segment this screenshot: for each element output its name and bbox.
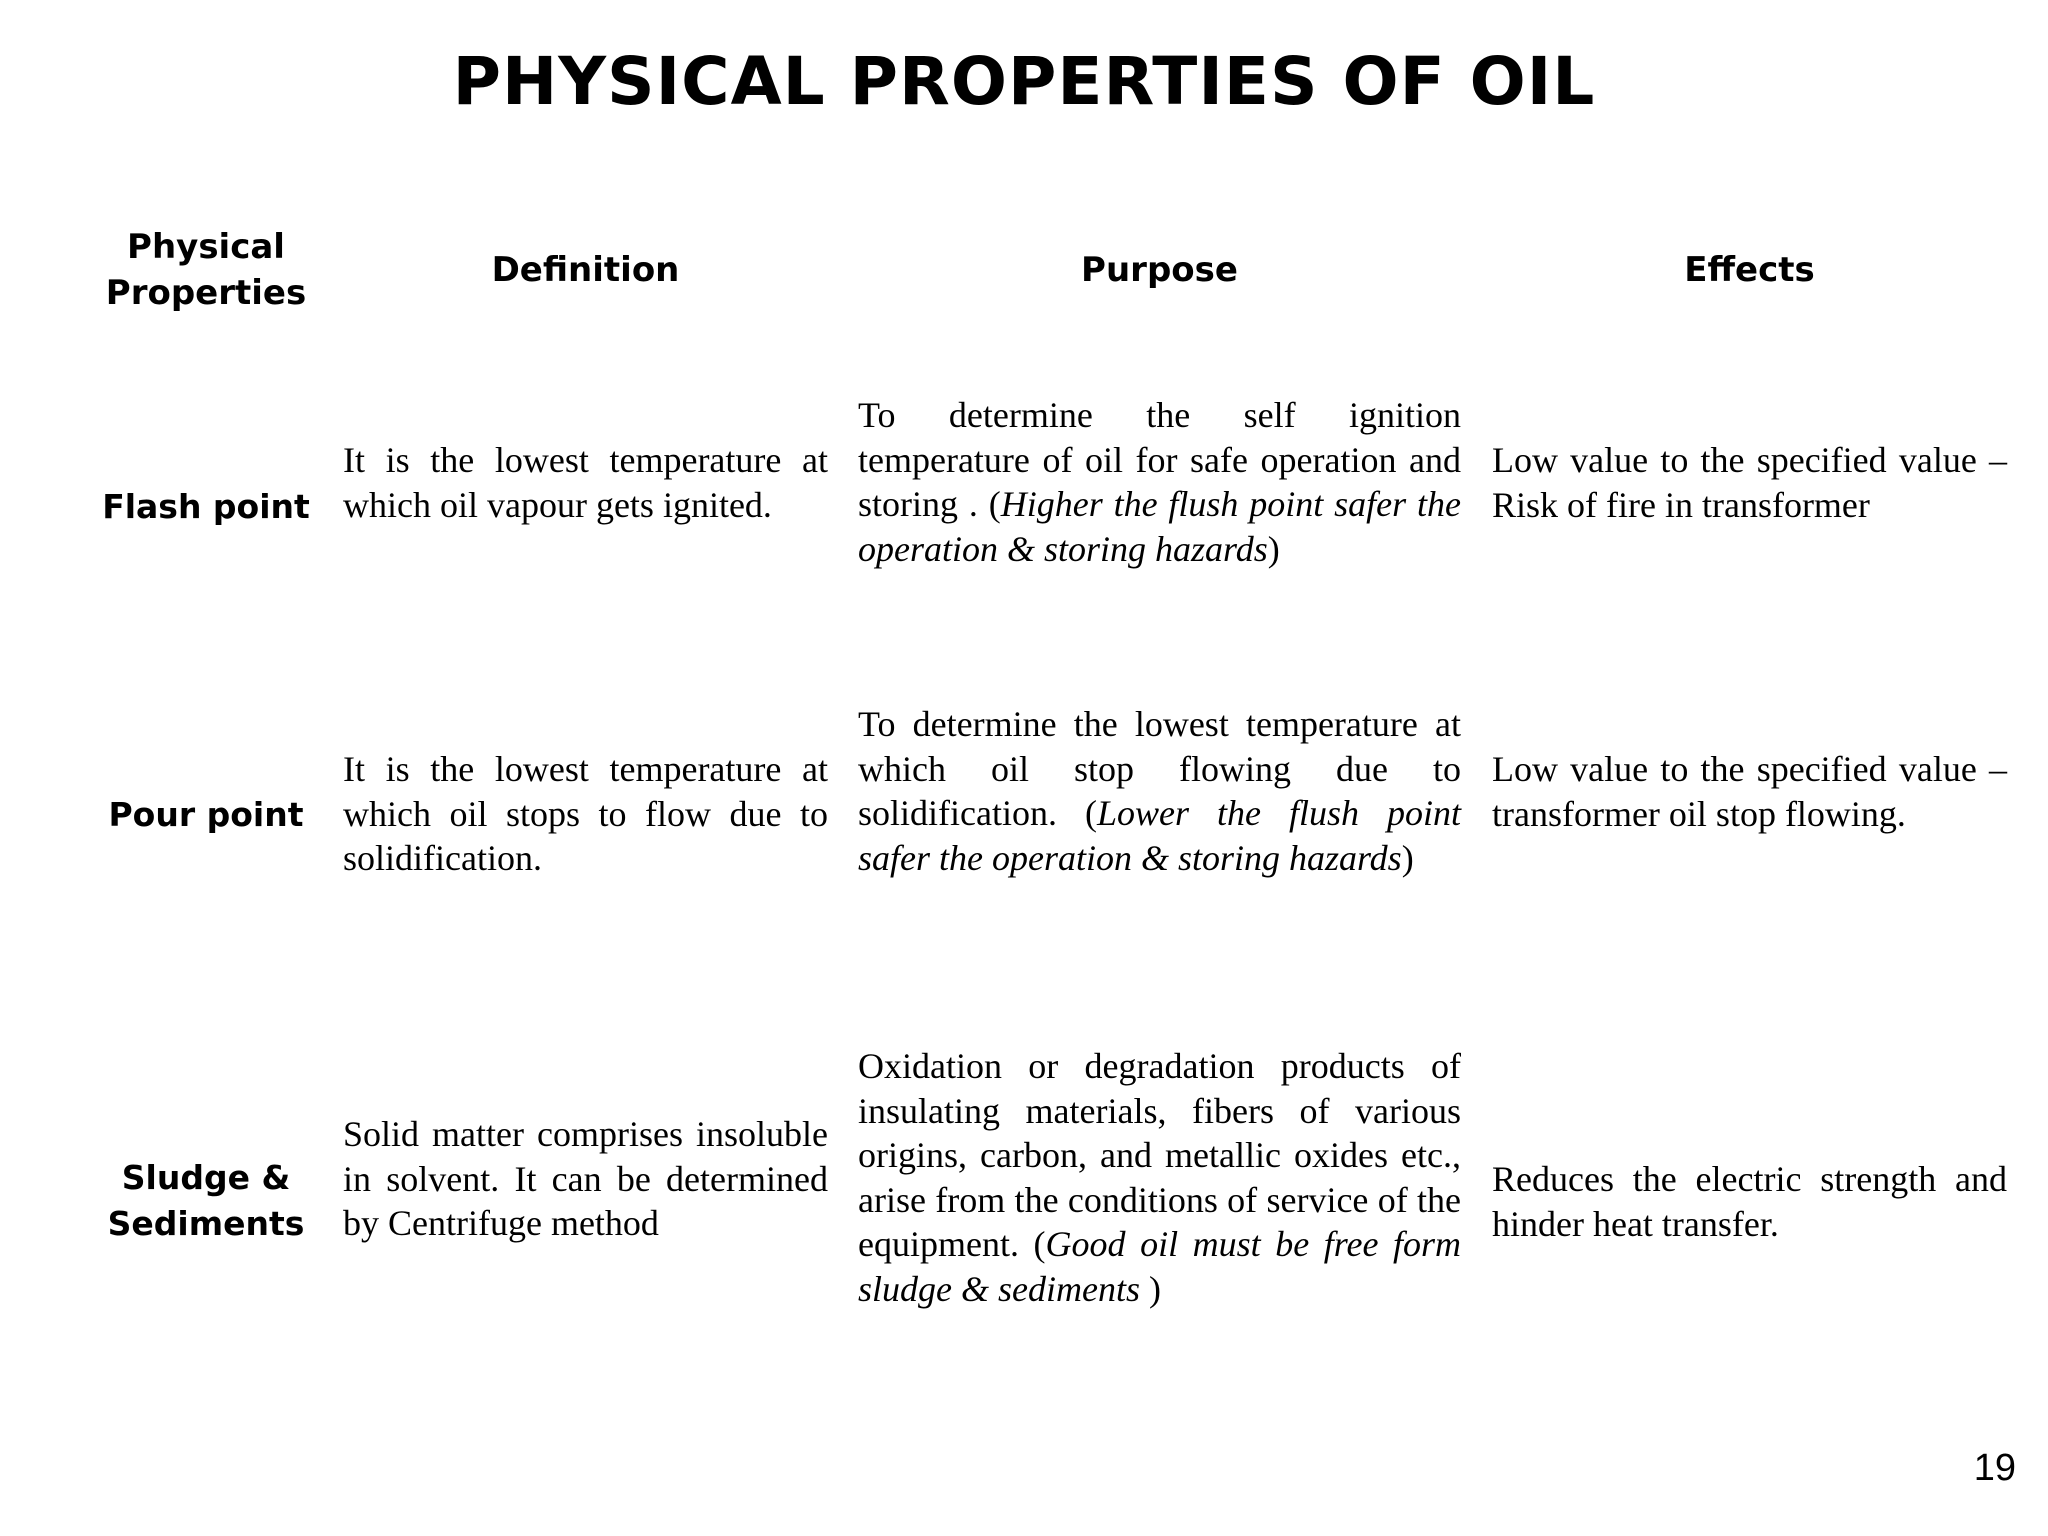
property-name: Flash point — [102, 487, 310, 526]
header-purpose: Purpose — [1081, 250, 1238, 290]
effects-cell: Low value to the specified value – Risk of fire in transformer — [1492, 440, 2007, 525]
property-name: Pour point — [108, 795, 304, 834]
purpose-cell — [858, 1044, 1461, 1311]
purpose-close: ) — [1267, 528, 1280, 569]
purpose-cell — [858, 702, 1461, 880]
definition-cell: Solid matter comprises insoluble in solvent. It can be determined by Centrifuge method — [343, 1114, 828, 1243]
header-effects: Effects — [1684, 250, 1815, 290]
purpose-text: To determine the self ignition temperature of oil for safe operation and storing . ( — [858, 395, 1461, 524]
page-title: PHYSICAL PROPERTIES OF OIL — [452, 43, 1596, 120]
purpose-close: ) — [1401, 837, 1414, 878]
header-physical-properties: Physical Properties — [105, 227, 307, 313]
purpose-note: Higher the flush point safer the operation & storing hazards — [858, 484, 1461, 569]
header-definition: Definition — [491, 250, 680, 290]
purpose-text: To determine the lowest temperature at which oil stop flowing due to solidification. ( — [858, 704, 1461, 833]
definition-cell: It is the lowest temperature at which oil stops to flow due to solidification. — [343, 749, 828, 878]
effects-cell: Reduces the electric strength and hinder heat transfer. — [1492, 1159, 2007, 1244]
page-number: 19 — [1973, 1447, 2016, 1489]
definition-cell: It is the lowest temperature at which oil vapour gets ignited. — [343, 440, 828, 525]
purpose-cell — [858, 393, 1461, 571]
purpose-text: Oxidation or degradation products of insulating materials, fibers of various origins, carbon, and metallic oxides etc., arise from the conditions of service of the equipment. ( — [858, 1046, 1461, 1264]
purpose-note: Good oil must be free form sludge & sediments — [858, 1224, 1462, 1309]
effects-cell: Low value to the specified value – transformer oil stop flowing. — [1492, 749, 2007, 834]
property-name: Sludge & Sediments — [107, 1158, 305, 1243]
purpose-note: Lower the flush point safer the operation & storing hazards — [858, 793, 1461, 878]
purpose-close: ) — [1139, 1268, 1161, 1309]
